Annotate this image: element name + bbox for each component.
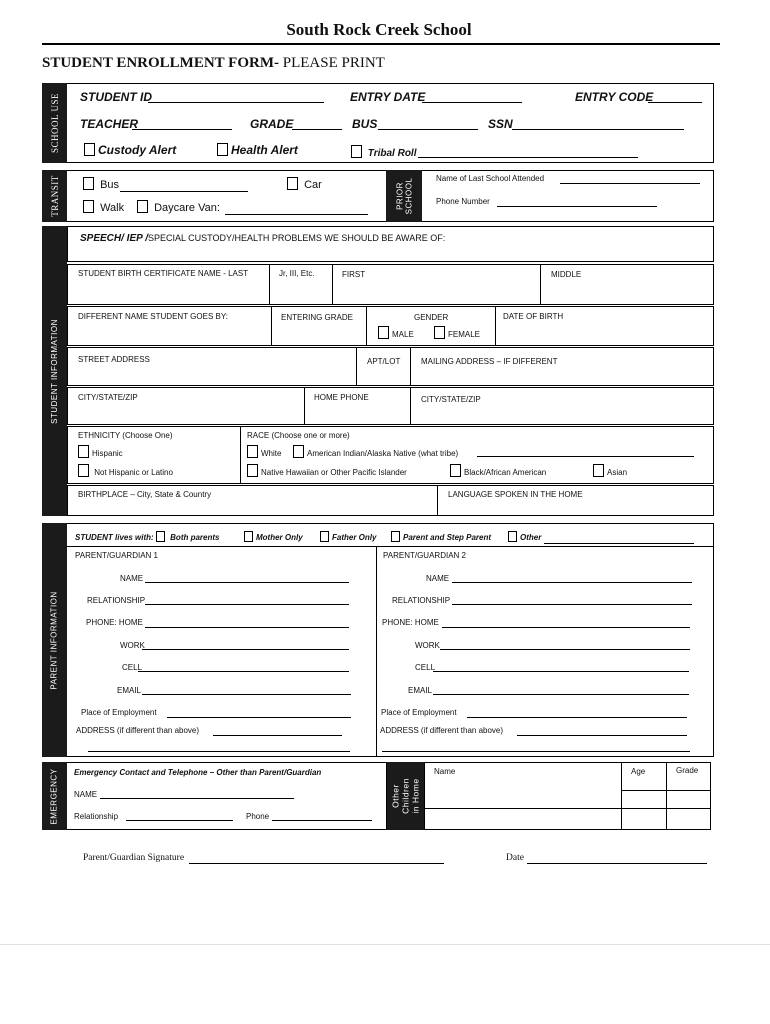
parent1-name-field[interactable]	[145, 582, 349, 583]
lives-step: Parent and Step Parent	[391, 531, 491, 542]
speech-iep-box	[67, 226, 714, 262]
mother-only-checkbox[interactable]	[244, 531, 253, 542]
parent1-relationship-label: RELATIONSHIP	[87, 596, 146, 605]
address-row	[67, 347, 714, 386]
children-age-header: Age	[631, 767, 646, 776]
custody-alert: Custody Alert	[84, 143, 176, 157]
gender-male: MALE	[378, 326, 414, 339]
language-label: LANGUAGE SPOKEN IN THE HOME	[448, 490, 583, 499]
emergency-title: Emergency Contact and Telephone – Other than Parent/Guardian	[74, 768, 322, 777]
birth-name-last-label: STUDENT BIRTH CERTIFICATE NAME - LAST	[78, 269, 249, 278]
tribe-field[interactable]	[477, 456, 694, 457]
parent1-work-field[interactable]	[142, 649, 349, 650]
title-rule	[42, 43, 720, 45]
entry-date-field[interactable]	[422, 102, 522, 103]
parent1-cell-label: CELL	[122, 663, 143, 672]
parent2-name-label: NAME	[426, 574, 450, 583]
prior-school-label: PRIOR SCHOOL	[386, 170, 422, 222]
lives-mother: Mother Only	[244, 531, 303, 542]
first-name-label: FIRST	[342, 270, 366, 279]
city-row	[67, 387, 714, 425]
male-checkbox[interactable]	[378, 326, 389, 339]
teacher-field[interactable]	[132, 129, 232, 130]
ethnicity-not-hispanic: Not Hispanic or Latino	[78, 464, 173, 477]
date-field[interactable]	[527, 863, 707, 864]
children-table	[424, 762, 711, 830]
entering-grade-label: ENTERING GRADE	[281, 313, 354, 322]
bus-field[interactable]	[378, 129, 478, 130]
emergency-phone-label: Phone	[246, 812, 270, 821]
prior-phone-field[interactable]	[497, 206, 657, 207]
parent1-relationship-field[interactable]	[145, 604, 349, 605]
tribal-roll-field[interactable]	[418, 157, 638, 158]
parent2-phone-field[interactable]	[442, 627, 690, 628]
signature-field[interactable]	[189, 863, 444, 864]
race-hawaiian: Native Hawaiian or Other Pacific Islander	[247, 464, 407, 477]
step-parent-checkbox[interactable]	[391, 531, 400, 542]
race-asian: Asian	[593, 464, 627, 477]
page-scan-edge	[0, 944, 770, 945]
date-label: Date	[506, 853, 524, 863]
transit-section	[42, 170, 714, 222]
parent2-employment-field[interactable]	[467, 717, 687, 718]
parent2-work-label: WORK	[415, 641, 440, 650]
school-use-label: SCHOOL USE	[42, 83, 67, 163]
student-id-label: STUDENT ID	[80, 90, 152, 104]
birthplace-label: BIRTHPLACE – City, State & Country	[78, 490, 212, 499]
race-label: RACE (Choose one or more)	[247, 431, 350, 440]
lives-father: Father Only	[320, 531, 376, 542]
parent2-employment-label: Place of Employment	[381, 708, 457, 717]
last-school-label: Name of Last School Attended	[436, 174, 545, 183]
parent1-address-label: ADDRESS (if different than above)	[76, 726, 200, 735]
not-hispanic-checkbox[interactable]	[78, 464, 89, 477]
american-indian-checkbox[interactable]	[293, 445, 304, 458]
ssn-field[interactable]	[512, 129, 684, 130]
parent1-work-label: WORK	[120, 641, 145, 650]
signature-label: Parent/Guardian Signature	[83, 853, 185, 863]
other-field[interactable]	[544, 543, 694, 544]
emergency-relationship-field[interactable]	[126, 820, 233, 821]
ethnicity-label: ETHNICITY (Choose One)	[78, 431, 173, 440]
gender-female: FEMALE	[434, 326, 480, 339]
parent1-phone-field[interactable]	[145, 627, 349, 628]
white-checkbox[interactable]	[247, 445, 258, 458]
parent1-address-line2[interactable]	[88, 751, 350, 752]
custody-alert-checkbox[interactable]	[84, 143, 95, 156]
different-name-label: DIFFERENT NAME STUDENT GOES BY:	[78, 312, 228, 321]
entry-date-label: ENTRY DATE	[350, 90, 426, 104]
father-only-checkbox[interactable]	[320, 531, 329, 542]
suffix-label: Jr, III, Etc.	[279, 269, 315, 278]
transit-car: Car	[287, 177, 322, 191]
tribal-roll: Tribal Roll	[351, 145, 417, 159]
lives-with-row: STUDENT lives with: Both parents	[75, 533, 220, 542]
parent1-phone-label: PHONE: HOME	[86, 618, 143, 627]
children-name-header: Name	[434, 767, 456, 776]
speech-iep: SPEECH/ IEP /SPECIAL CUSTODY/HEALTH PROBLEMS WE SHOULD BE AWARE OF:	[80, 233, 446, 244]
emergency-phone-field[interactable]	[272, 820, 372, 821]
daycare-checkbox[interactable]	[137, 200, 148, 213]
lives-other: Other	[508, 531, 541, 542]
emergency-relationship-label: Relationship	[74, 812, 119, 821]
race-white: White	[247, 445, 281, 458]
black-checkbox[interactable]	[450, 464, 461, 477]
daycare-field[interactable]	[225, 214, 368, 215]
parent2-address-line2[interactable]	[382, 751, 690, 752]
hispanic-checkbox[interactable]	[78, 445, 89, 458]
tribal-roll-checkbox[interactable]	[351, 145, 362, 158]
street-address-label: STREET ADDRESS	[78, 355, 150, 364]
transit-bus-field[interactable]	[120, 191, 248, 192]
parent1-email-field[interactable]	[142, 694, 351, 695]
teacher-label: TEACHER	[80, 117, 139, 131]
emergency-label: EMERGENCY	[42, 762, 67, 830]
mailing-address-label: MAILING ADDRESS – IF DIFFERENT	[421, 357, 558, 366]
parent2-address-field[interactable]	[517, 735, 687, 736]
parent2-email-label: EMAIL	[408, 686, 433, 695]
parent2-work-field[interactable]	[440, 649, 690, 650]
bus-checkbox[interactable]	[83, 177, 94, 190]
other-children-label: Other Children in Home	[387, 762, 424, 830]
parent1-employment-label: Place of Employment	[81, 708, 157, 717]
ssn-label: SSN	[488, 117, 513, 131]
parent2-title: PARENT/GUARDIAN 2	[383, 551, 466, 560]
children-grade-header: Grade	[676, 766, 699, 775]
parent2-email-field[interactable]	[433, 694, 689, 695]
apt-lot-label: APT/LOT	[367, 357, 401, 366]
bus-label: BUS	[352, 117, 378, 131]
parent1-title: PARENT/GUARDIAN 1	[75, 551, 158, 560]
entry-code-field[interactable]	[648, 102, 702, 103]
walk-checkbox[interactable]	[83, 200, 94, 213]
middle-name-label: MIDDLE	[551, 270, 582, 279]
city-state-zip-label: CITY/STATE/ZIP	[78, 393, 138, 402]
form-title: STUDENT ENROLLMENT FORM- PLEASE PRINT	[42, 55, 385, 71]
home-phone-label: HOME PHONE	[314, 393, 369, 402]
female-checkbox[interactable]	[434, 326, 445, 339]
hawaiian-checkbox[interactable]	[247, 464, 258, 477]
emergency-name-label: NAME	[74, 790, 98, 799]
transit-walk: Walk	[83, 200, 124, 214]
health-alert-checkbox[interactable]	[217, 143, 228, 156]
mailing-city-label: CITY/STATE/ZIP	[421, 395, 481, 404]
parent1-employment-field[interactable]	[167, 717, 351, 718]
last-school-field[interactable]	[560, 183, 700, 184]
student-info-label: STUDENT INFORMATION	[42, 226, 67, 516]
parent2-relationship-label: RELATIONSHIP	[392, 596, 451, 605]
parent2-name-field[interactable]	[452, 582, 692, 583]
race-american-indian: American Indian/Alaska Native (what tribe)	[293, 445, 458, 458]
gender-label: GENDER	[414, 313, 449, 322]
ethnicity-hispanic: Hispanic	[78, 445, 123, 458]
phone-number-label: Phone Number	[436, 197, 490, 206]
entry-code-label: ENTRY CODE	[575, 90, 654, 104]
dob-label: DATE OF BIRTH	[503, 312, 564, 321]
car-checkbox[interactable]	[287, 177, 298, 190]
race-black: Black/African American	[450, 464, 546, 477]
parent2-relationship-field[interactable]	[452, 604, 692, 605]
transit-label: TRANSIT	[42, 170, 67, 222]
parent2-cell-field[interactable]	[433, 671, 689, 672]
asian-checkbox[interactable]	[593, 464, 604, 477]
parent1-address-field[interactable]	[213, 735, 342, 736]
grade-label: GRADE	[250, 117, 294, 131]
parent1-cell-field[interactable]	[138, 671, 349, 672]
parent2-cell-label: CELL	[415, 663, 436, 672]
parent2-address-label: ADDRESS (if different than above)	[380, 726, 504, 735]
transit-daycare: Daycare Van:	[137, 200, 220, 214]
health-alert: Health Alert	[217, 143, 298, 157]
other-checkbox[interactable]	[508, 531, 517, 542]
parent1-name-label: NAME	[120, 574, 144, 583]
parent1-email-label: EMAIL	[117, 686, 142, 695]
grade-field[interactable]	[292, 129, 342, 130]
parent2-phone-label: PHONE: HOME	[382, 618, 439, 627]
transit-bus: Bus	[83, 177, 119, 191]
parent-info-label: PARENT INFORMATION	[42, 523, 67, 757]
school-title: South Rock Creek School	[286, 20, 472, 39]
both-parents-checkbox[interactable]	[156, 531, 165, 542]
student-id-field[interactable]	[148, 102, 324, 103]
emergency-name-field[interactable]	[100, 798, 294, 799]
